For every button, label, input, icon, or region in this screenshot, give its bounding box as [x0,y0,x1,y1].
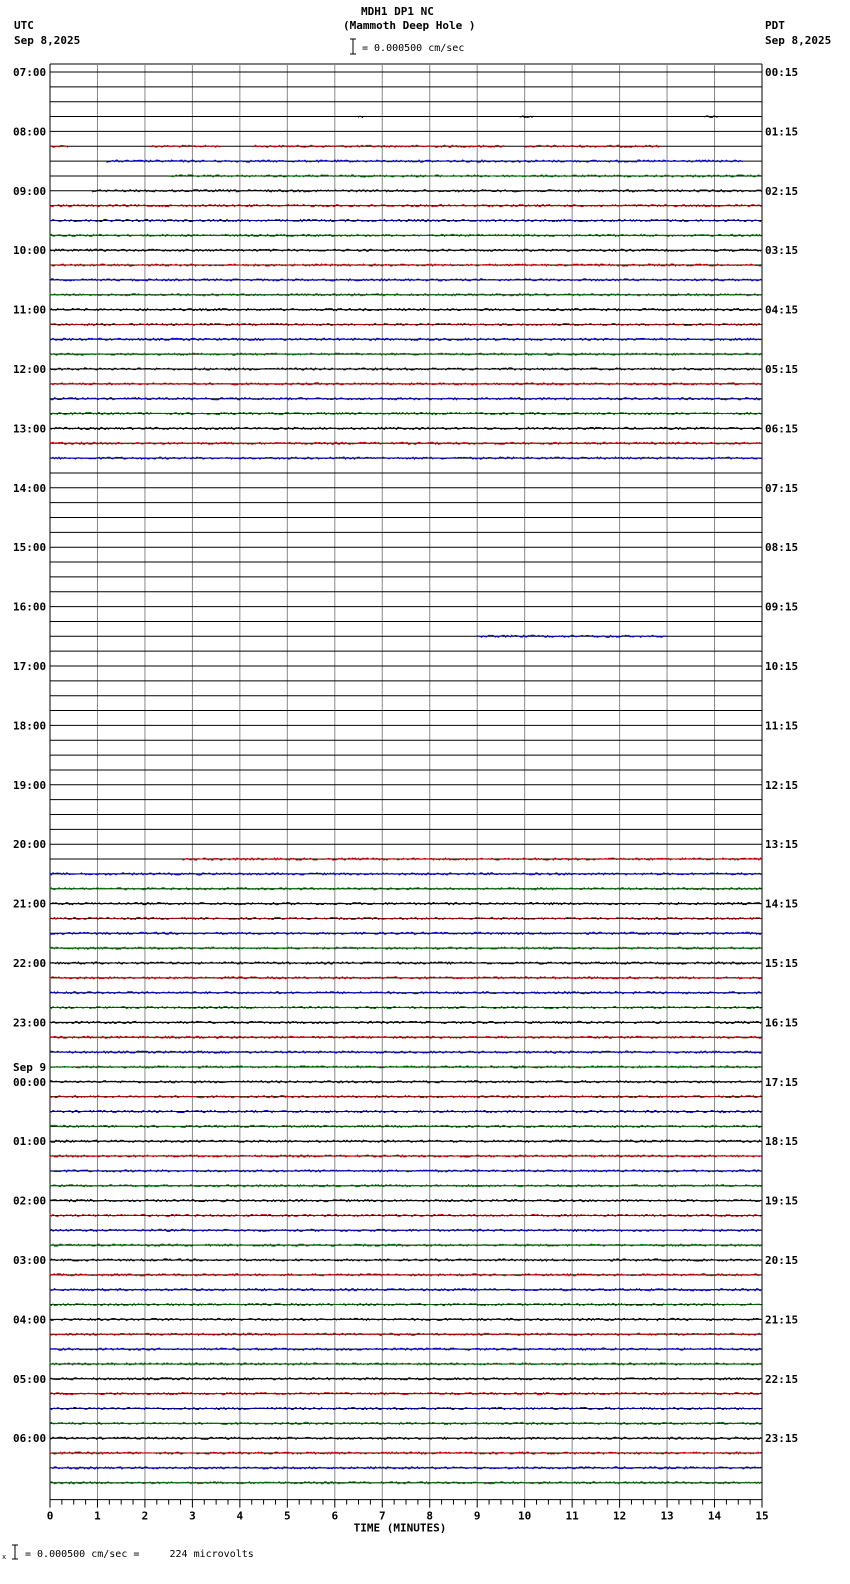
pdt-hour-label: 12:15 [765,778,799,792]
trace-segment [50,1214,761,1216]
utc-hour-label: 03:00 [13,1254,47,1267]
trace-segment [50,947,761,949]
utc-hour-label: 14:00 [13,481,47,495]
x-tick-label: 13 [660,1509,674,1523]
x-tick-label: 0 [46,1509,54,1523]
pdt-hour-label: 07:15 [765,481,799,495]
trace-segment [50,1066,761,1068]
x-tick-label: 14 [707,1509,722,1523]
x-tick-label: 1 [94,1509,101,1523]
trace-segment [525,145,662,147]
pdt-hour-label: 19:15 [765,1194,799,1208]
x-tick-label: 2 [141,1509,149,1523]
utc-hour-label: 04:00 [13,1313,47,1327]
trace-segment [50,1289,761,1291]
utc-hour-label: 10:00 [13,244,47,258]
x-tick-label: 15 [755,1509,769,1523]
pdt-hour-label: 21:15 [765,1313,799,1327]
footer-scale-icon [2,1543,20,1561]
x-tick-label: 8 [426,1509,434,1523]
pdt-hour-label: 13:15 [765,838,799,852]
utc-label: UTC [14,19,34,32]
pdt-hour-label: 08:15 [765,541,799,555]
trace-segment [50,977,761,979]
pdt-hour-label: 01:15 [765,125,799,139]
pdt-hour-label: 15:15 [765,957,799,970]
x-tick-label: 10 [518,1509,532,1523]
pdt-hour-label: 22:15 [765,1372,799,1386]
pdt-hour-label: 02:15 [765,184,799,198]
utc-hour-label: 09:00 [13,184,47,198]
pdt-hour-label: 23:15 [765,1432,799,1446]
pdt-date: Sep 8,2025 [765,34,832,47]
utc-hour-label: 00:00 [13,1075,47,1089]
utc-hour-label: 18:00 [13,719,47,733]
utc-hour-label: 20:00 [13,838,47,852]
x-axis-label: TIME (MINUTES) [353,1521,447,1535]
trace-segment [50,903,761,905]
footer-scale-note: = 0.000500 cm/sec = 224 microvolts [25,1549,254,1560]
pdt-hour-label: 10:15 [765,660,799,673]
utc-hour-label: 07:00 [13,66,47,79]
trace-segment [50,1333,761,1335]
utc-hour-label: 21:00 [13,897,47,911]
x-tick-label: 11 [565,1509,579,1523]
trace-segment [50,1170,761,1172]
utc-hour-label: 08:00 [13,125,47,139]
pdt-hour-label: 17:15 [765,1075,799,1089]
trace-segment [50,1007,761,1009]
pdt-hour-label: 00:15 [765,66,799,79]
trace-segment [50,1407,761,1409]
scale-text: = 0.000500 cm/sec [362,43,465,54]
x-tick-label: 3 [189,1509,196,1523]
trace-segment [50,413,761,415]
x-tick-label: 7 [378,1509,386,1523]
trace-segment [50,1229,761,1231]
trace-segment [50,442,761,444]
pdt-hour-label: 16:15 [765,1016,799,1030]
station-location: (Mammoth Deep Hole ) [343,19,476,32]
utc-hour-label: 13:00 [13,422,47,436]
utc-hour-label: 17:00 [13,660,47,673]
x-tick-label: 5 [284,1509,291,1523]
pdt-hour-label: 09:15 [765,600,799,614]
trace-segment [50,398,761,400]
x-tick-label: 12 [612,1509,627,1523]
day-change-label: Sep 9 [13,1060,47,1074]
pdt-hour-label: 06:15 [765,422,799,436]
station-title: MDH1 DP1 NC [361,5,434,18]
trace-segment [50,1452,761,1454]
utc-hour-label: 06:00 [13,1432,47,1446]
trace-segment [50,457,761,459]
pdt-label: PDT [765,19,785,32]
utc-hour-label: 22:00 [13,957,47,970]
utc-date: Sep 8,2025 [14,34,81,47]
utc-hour-label: 15:00 [13,541,47,555]
utc-hour-label: 02:00 [13,1194,47,1208]
pdt-hour-label: 03:15 [765,244,799,258]
pdt-hour-label: 14:15 [765,897,799,911]
x-tick-label: 4 [236,1509,244,1523]
pdt-hour-label: 04:15 [765,303,799,317]
utc-hour-label: 19:00 [13,778,47,792]
pdt-hour-label: 18:15 [765,1135,799,1149]
utc-hour-label: 11:00 [13,303,47,317]
svg-text:x: x [2,1553,7,1561]
utc-hour-label: 16:00 [13,600,47,614]
trace-segment [93,190,762,192]
pdt-hour-label: 11:15 [765,719,799,733]
trace-segment [50,234,761,236]
utc-hour-label: 23:00 [13,1016,47,1030]
x-tick-label: 9 [473,1509,481,1523]
pdt-hour-label: 05:15 [765,363,799,376]
utc-hour-label: 01:00 [13,1135,47,1149]
utc-hour-label: 12:00 [13,363,47,376]
pdt-hour-label: 20:15 [765,1254,799,1267]
x-tick-label: 6 [331,1509,339,1523]
utc-hour-label: 05:00 [13,1372,47,1386]
trace-segment [254,145,505,147]
